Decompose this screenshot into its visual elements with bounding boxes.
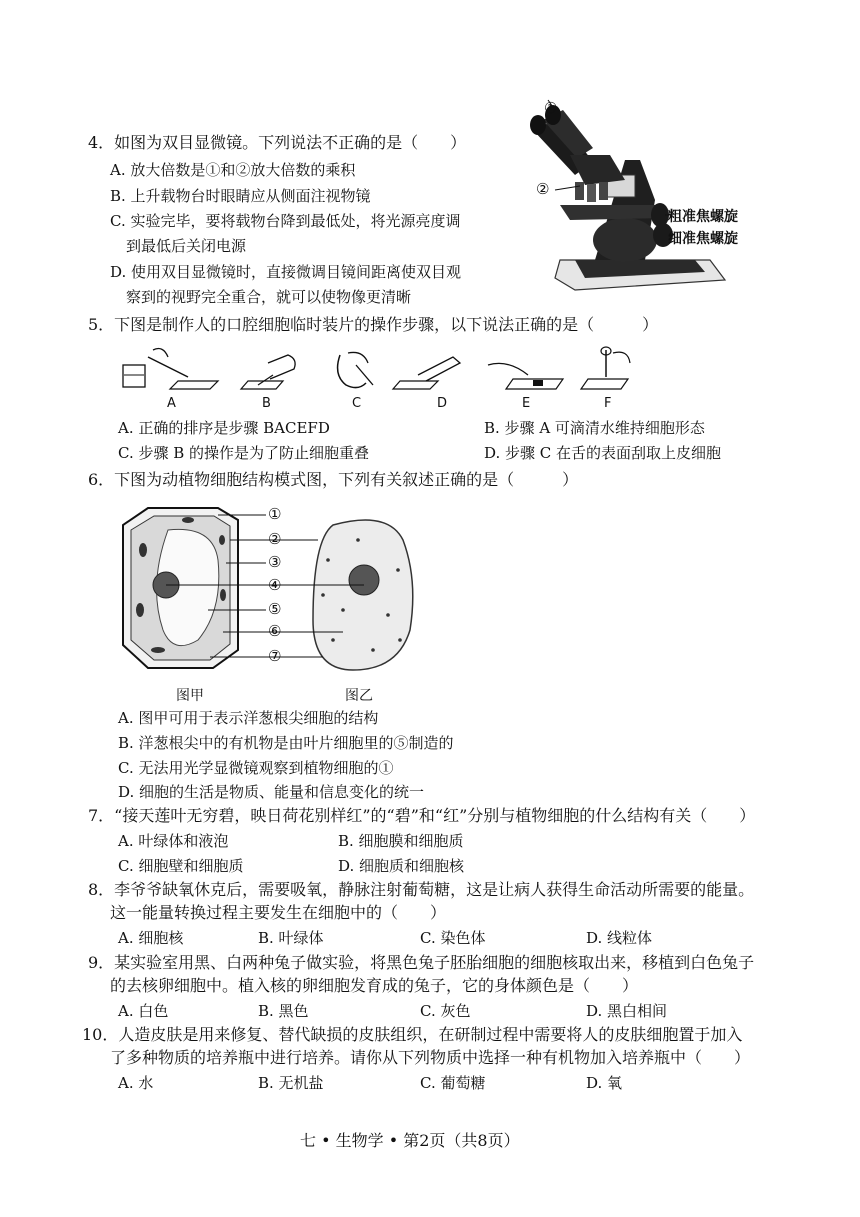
cell-label-7: ⑦ (268, 647, 282, 665)
q7-option-d: D. 细胞质和细胞核 (338, 857, 465, 875)
cell-label-3: ③ (268, 553, 282, 571)
q9-option-c: C. 灰色 (420, 1002, 471, 1020)
q10-stem-line2: 了多种物质的培养瓶中进行培养。请你从下列物质中选择一种有机物加入培养瓶中（ ） (110, 1048, 751, 1067)
label-coarse-focus: 粗准焦螺旋 (668, 209, 738, 225)
q9-stem-line2: 的去核卵细胞中。植入核的卵细胞发育成的兔子，它的身体颜色是（ ） (110, 976, 639, 995)
q9-option-d: D. 黑白相间 (586, 1002, 668, 1020)
slide-steps-figure (118, 345, 638, 395)
q4-option-c1: C. 实验完毕，要将载物台降到最低处，将光源亮度调 (110, 212, 461, 230)
caption-figure-a: 图甲 (176, 688, 204, 704)
q6-stem: 6．下图为动植物细胞结构模式图，下列有关叙述正确的是（ ） (88, 470, 579, 489)
microscope-figure (515, 100, 765, 295)
microscope-label-2: ② (536, 180, 550, 198)
microscope-label-1: ① (544, 99, 558, 117)
q7-option-a: A. 叶绿体和液泡 (118, 832, 229, 850)
cell-label-1: ① (268, 505, 282, 523)
step-label-a: A (167, 396, 176, 411)
step-label-d: D (437, 396, 448, 411)
q8-option-a: A. 细胞核 (118, 929, 184, 947)
q5-option-b: B. 步骤 A 可滴清水维持细胞形态 (484, 419, 705, 437)
q8-option-d: D. 线粒体 (586, 929, 653, 947)
cell-label-4: ④ (268, 576, 282, 594)
cell-label-5: ⑤ (268, 600, 282, 618)
label-fine-focus: 细准焦螺旋 (668, 231, 738, 247)
q9-stem-line1: 9．某实验室用黑、白两种兔子做实验，将黑色兔子胚胎细胞的细胞核取出来，移植到白色兔子 (88, 953, 755, 972)
cell-label-6: ⑥ (268, 622, 282, 640)
q10-option-c: C. 葡萄糖 (420, 1074, 486, 1092)
q4-stem: 4．如图为双目显微镜。下列说法不正确的是（ ） (88, 133, 467, 152)
q10-option-d: D. 氧 (586, 1074, 623, 1092)
step-label-f: F (604, 396, 612, 411)
q6-option-c: C. 无法用光学显微镜观察到植物细胞的① (118, 759, 394, 777)
step-label-c: C (352, 396, 362, 411)
q4-option-a: A. 放大倍数是①和②放大倍数的乘积 (110, 161, 356, 179)
q7-option-b: B. 细胞膜和细胞质 (338, 832, 464, 850)
q9-option-a: A. 白色 (118, 1002, 169, 1020)
q7-option-c: C. 细胞壁和细胞质 (118, 857, 244, 875)
cell-label-2: ② (268, 530, 282, 548)
q8-option-c: C. 染色体 (420, 929, 486, 947)
q7-stem: 7．“接天莲叶无穷碧，映日荷花别样红”的“碧”和“红”分别与植物细胞的什么结构有关（ ） (88, 806, 756, 825)
q5-option-d: D. 步骤 C 在舌的表面刮取上皮细胞 (484, 444, 722, 462)
q5-stem: 5．下图是制作人的口腔细胞临时装片的操作步骤，以下说法正确的是（ ） (88, 315, 659, 334)
q8-stem-line1: 8．李爷爷缺氧休克后，需要吸氧，静脉注射葡萄糖，这是让病人获得生命活动所需要的能量。 (88, 880, 755, 899)
q8-option-b: B. 叶绿体 (258, 929, 324, 947)
q5-option-a: A. 正确的排序是步骤 BACEFD (118, 419, 330, 437)
q8-stem-line2: 这一能量转换过程主要发生在细胞中的（ ） (110, 903, 447, 922)
caption-figure-b: 图乙 (345, 688, 373, 704)
q10-option-b: B. 无机盐 (258, 1074, 324, 1092)
q4-option-b: B. 上升载物台时眼睛应从侧面注视物镜 (110, 187, 371, 205)
q6-option-a: A. 图甲可用于表示洋葱根尖细胞的结构 (118, 709, 379, 727)
q9-option-b: B. 黑色 (258, 1002, 309, 1020)
q10-stem-line1: 10．人造皮肤是用来修复、替代缺损的皮肤组织，在研制过程中需要将人的皮肤细胞置于加入 (82, 1025, 743, 1044)
step-label-b: B (262, 396, 271, 411)
q4-option-d2: 察到的视野完全重合，就可以使物像更清晰 (126, 288, 412, 306)
step-label-e: E (522, 396, 531, 411)
q10-option-a: A. 水 (118, 1074, 154, 1092)
q4-option-d1: D. 使用双目显微镜时，直接微调目镜间距离使双目观 (110, 263, 462, 281)
q6-option-d: D. 细胞的生活是物质、能量和信息变化的统一 (118, 783, 425, 801)
q6-option-b: B. 洋葱根尖中的有机物是由叶片细胞里的⑤制造的 (118, 734, 454, 752)
q4-option-c2: 到最低后关闭电源 (126, 237, 247, 255)
page-footer: 七 • 生物学 • 第2页（共8页） (300, 1131, 520, 1150)
q5-option-c: C. 步骤 B 的操作是为了防止细胞重叠 (118, 444, 370, 462)
